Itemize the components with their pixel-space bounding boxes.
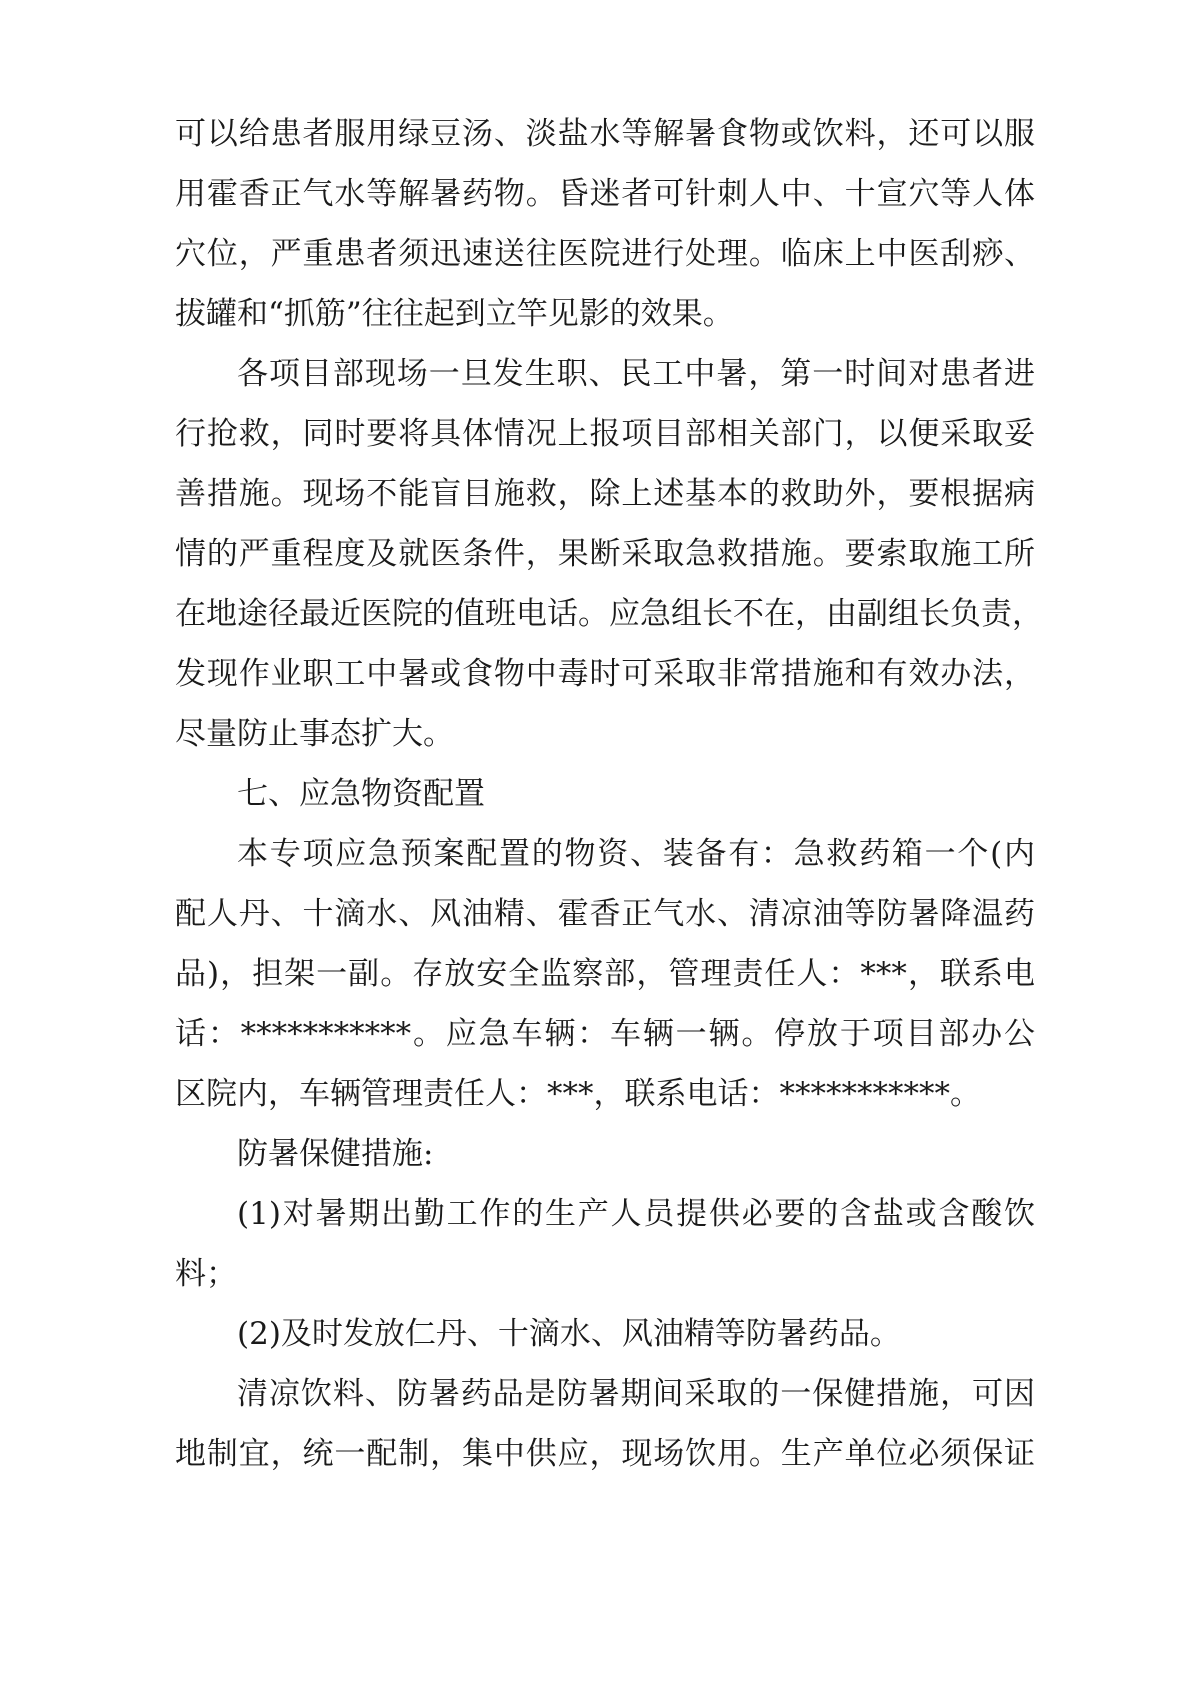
text-line: 行抢救，同时要将具体情况上报项目部相关部门，以便采取妥: [175, 416, 1035, 452]
text-line: 防暑保健措施:: [237, 1136, 434, 1172]
text-line: 料；: [175, 1256, 237, 1292]
list-item: (2)及时发放仁丹、十滴水、风油精等防暑药品。: [237, 1316, 901, 1352]
list-item: (1)对暑期出勤工作的生产人员提供必要的含盐或含酸饮: [237, 1196, 1035, 1232]
text-line: 用霍香正气水等解暑药物。昏迷者可针刺人中、十宣穴等人体: [175, 176, 1035, 212]
text-line: 各项目部现场一旦发生职、民工中暑，第一时间对患者进: [237, 356, 1035, 392]
text-line: 拔罐和“抓筋”往往起到立竿见影的效果。: [175, 296, 734, 332]
text-line: 配人丹、十滴水、风油精、霍香正气水、清凉油等防暑降温药: [175, 896, 1035, 932]
text-line: 可以给患者服用绿豆汤、淡盐水等解暑食物或饮料，还可以服: [175, 116, 1035, 152]
text-line: 善措施。现场不能盲目施救，除上述基本的救助外，要根据病: [175, 476, 1035, 512]
text-line: 情的严重程度及就医条件，果断采取急救措施。要索取施工所: [175, 536, 1035, 572]
section-heading: 七、应急物资配置: [237, 776, 485, 812]
text-line: 地制宜，统一配制，集中供应，现场饮用。生产单位必须保证: [175, 1436, 1035, 1472]
text-line: 发现作业职工中暑或食物中毒时可采取非常措施和有效办法，: [175, 656, 1035, 692]
text-line: 品)，担架一副。存放安全监察部，管理责任人：***，联系电: [175, 956, 1035, 992]
text-line: 区院内，车辆管理责任人：***，联系电话：***********。: [175, 1076, 981, 1112]
text-line: 本专项应急预案配置的物资、装备有：急救药箱一个(内: [237, 836, 1035, 872]
text-line: 穴位，严重患者须迅速送往医院进行处理。临床上中医刮痧、: [175, 236, 1035, 272]
text-line: 在地途径最近医院的值班电话。应急组长不在，由副组长负责，: [175, 596, 1043, 632]
text-line: 尽量防止事态扩大。: [175, 716, 454, 752]
text-line: 清凉饮料、防暑药品是防暑期间采取的一保健措施，可因: [237, 1376, 1035, 1412]
text-line: 话：***********。应急车辆：车辆一辆。停放于项目部办公: [175, 1016, 1035, 1052]
